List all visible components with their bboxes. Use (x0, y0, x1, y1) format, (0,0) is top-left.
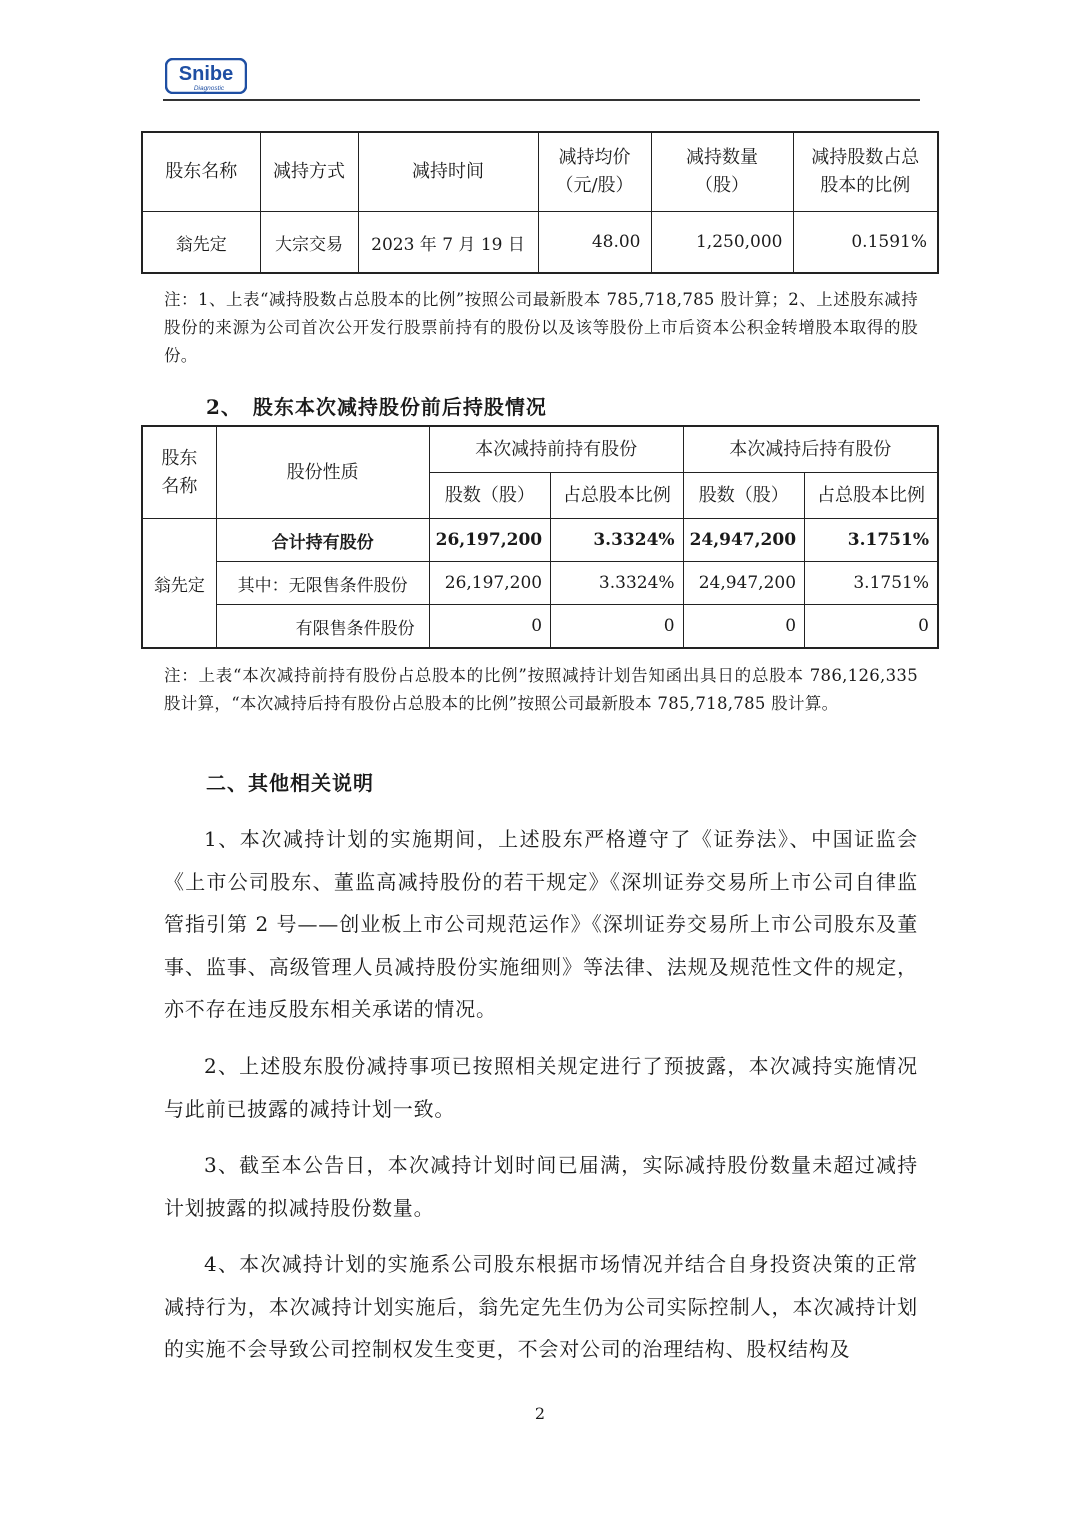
cell-holder-name: 翁先定 (142, 519, 216, 649)
header-after-reduction: 本次减持后持有股份 (683, 426, 938, 473)
cell-after-shares: 24,947,200 (683, 519, 804, 562)
table-row (142, 212, 938, 274)
header-time: 减持时间 (358, 132, 538, 212)
header-after-shares: 股数（股） (683, 473, 804, 519)
cell-after-shares: 0 (683, 605, 804, 649)
header-share-nature: 股份性质 (216, 426, 429, 519)
logo-subtext: Diagnostic (193, 85, 225, 92)
snibe-logo (165, 58, 247, 94)
header-rule (163, 99, 920, 101)
header-holder-line2: 名称 (161, 475, 198, 497)
header-avg-price-line1: 减持均价 (558, 147, 631, 168)
cell-nature: 有限售条件股份 (216, 605, 429, 649)
cell-before-shares: 26,197,200 (429, 562, 550, 605)
cell-after-ratio: 3.1751% (805, 519, 938, 562)
header-avg-price (538, 132, 651, 212)
cell-before-ratio: 0 (551, 605, 683, 649)
header-ratio (793, 132, 938, 212)
header-holder-name (142, 426, 216, 519)
header-ratio-line2: 股本的比例 (820, 175, 911, 196)
cell-holder-name: 翁先定 (142, 212, 260, 274)
header-before-reduction: 本次减持前持有股份 (429, 426, 683, 473)
holding-table (141, 425, 939, 649)
table-row (142, 519, 938, 562)
cell-before-ratio: 3.3324% (551, 519, 683, 562)
table1-note: 注：1、上表“减持股数占总股本的比例”按照公司最新股本 785,718,785 股计算；2、上述股东减持股份的来源为公司首次公开发行股票前持有的股份以及该等股份上市后资本公积金转增股本取得的股份。 (164, 290, 918, 365)
table-header-row (142, 426, 938, 473)
reduction-table (141, 131, 939, 274)
cell-date: 2023 年 7 月 19 日 (358, 212, 538, 274)
header-holder-line1: 股东 (161, 447, 198, 469)
cell-quantity: 1,250,000 (651, 212, 793, 274)
table-header-row (142, 132, 938, 212)
cell-before-shares: 26,197,200 (429, 519, 550, 562)
header-ratio-line1: 减持股数占总 (811, 147, 920, 168)
logo-text: Snibe (178, 63, 234, 85)
header-after-ratio: 占总股本比例 (805, 473, 938, 519)
header-before-ratio: 占总股本比例 (551, 473, 683, 519)
cell-before-ratio: 3.3324% (551, 562, 683, 605)
section-2-heading: 2、 股东本次减持股份前后持股情况 (206, 395, 547, 419)
header-before-shares: 股数（股） (429, 473, 550, 519)
cell-after-ratio: 3.1751% (805, 562, 938, 605)
cell-after-ratio: 0 (805, 605, 938, 649)
cell-ratio: 0.1591% (793, 212, 938, 274)
header-method: 减持方式 (260, 132, 358, 212)
cell-method: 大宗交易 (260, 212, 358, 274)
header-holder-name: 股东名称 (142, 132, 260, 212)
header-quantity-line1: 减持数量 (686, 147, 758, 168)
table-row (142, 562, 938, 605)
section-other-heading: 二、其他相关说明 (206, 771, 374, 795)
paragraph-1: 1、本次减持计划的实施期间，上述股东严格遵守了《证券法》、中国证监会《上市公司股东、董监高减持股份的若干规定》《深圳证券交易所上市公司自律监管指引第 2 号——创业板上市公司规范运作》《深圳证券交易所上市公司股东及董事、监事、高级管理人员减持股份实施细则》等法律、法规及规范性文件的规定，亦不存在违反股东相关承诺的情况。 (164, 827, 918, 1021)
cell-after-shares: 24,947,200 (683, 562, 804, 605)
cell-nature: 合计持有股份 (216, 519, 429, 562)
cell-before-shares: 0 (429, 605, 550, 649)
header-quantity (651, 132, 793, 212)
cell-avg-price: 48.00 (538, 212, 651, 274)
paragraph-3: 3、截至本公告日，本次减持计划时间已届满，实际减持股份数量未超过减持计划披露的拟减持股份数量。 (164, 1153, 918, 1220)
header-avg-price-line2: （元/股） (555, 175, 634, 196)
table2-note: 注：上表“本次减持前持有股份占总股本的比例”按照减持计划告知函出具日的总股本 786,126,335 股计算，“本次减持后持有股份占总股本的比例”按照公司最新股本 785,718,785 股计算。 (164, 666, 918, 713)
paragraph-2: 2、上述股东股份减持事项已按照相关规定进行了预披露，本次减持实施情况与此前已披露的减持计划一致。 (164, 1054, 918, 1121)
table-row (142, 605, 938, 649)
paragraph-4: 4、本次减持计划的实施系公司股东根据市场情况并结合自身投资决策的正常减持行为，本次减持计划实施后，翁先定先生仍为公司实际控制人，本次减持计划的实施不会导致公司控制权发生变更，不会对公司的治理结构、股权结构及 (164, 1252, 918, 1361)
cell-nature: 其中：无限售条件股份 (216, 562, 429, 605)
header-quantity-line2: （股） (695, 175, 749, 196)
page-number: 2 (534, 1404, 546, 1423)
